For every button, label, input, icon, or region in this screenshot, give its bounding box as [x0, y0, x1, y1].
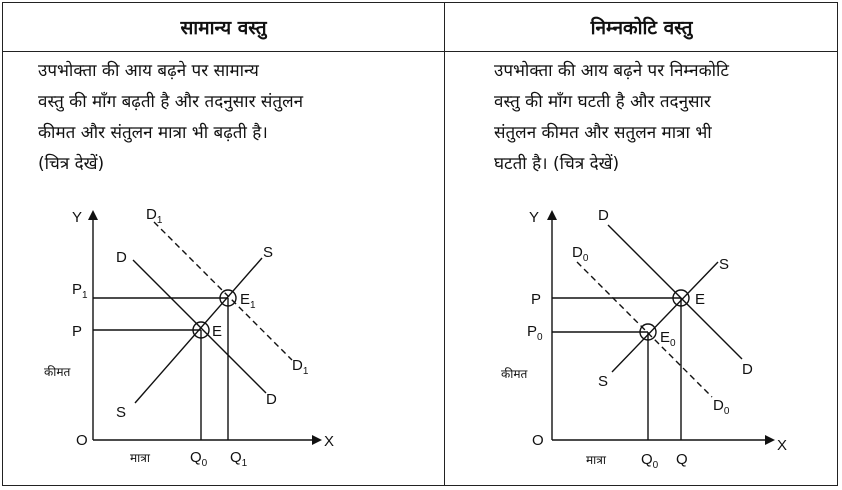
text-line: वस्तु की माँग बढ़ती है और तदनुसार संतुलन: [38, 92, 304, 112]
equilibrium-e-label: E: [695, 291, 706, 308]
text-line: कीमत और संतुलन मात्रा भी बढ़ती है।: [38, 123, 268, 143]
price-axis-caption: कीमत: [44, 365, 71, 379]
demand-d-lower-label: D: [266, 391, 277, 408]
demand-d1-top-label: $D_1$: [146, 206, 163, 226]
normal-goods-heading: सामान्य वस्तु: [180, 17, 267, 39]
normal-goods-diagram: [93, 212, 320, 440]
x-axis-label: X: [777, 437, 788, 454]
y-axis-label: Y: [72, 209, 83, 226]
text-line: उपभोक्ता की आय बढ़ने पर निम्नकोटि: [494, 61, 729, 81]
supply-s-upper-label: S: [263, 244, 274, 261]
text-line: उपभोक्ता की आय बढ़ने पर सामान्य: [38, 61, 259, 81]
equilibrium-e0-label: $E_0$: [660, 329, 676, 349]
quantity-q-label: Q: [676, 451, 688, 468]
equilibrium-e1-label: $E_1$: [240, 291, 256, 311]
quantity-q0-label: $Q_0$: [641, 451, 659, 471]
text-line: संतुलन कीमत और सतुलन मात्रा भी: [494, 123, 712, 143]
quantity-axis-caption: मात्रा: [130, 451, 151, 465]
demand-d1-bottom-label: $D_1$: [292, 357, 309, 377]
price-p1-label: $P_1$: [72, 281, 88, 301]
demand-d-upper-label: D: [598, 207, 609, 224]
origin-label: O: [532, 432, 544, 449]
price-p-label: P: [531, 291, 542, 308]
quantity-q0-label: $Q_0$: [190, 449, 208, 469]
text-line: वस्तु की माँग घटती है और तदनुसार: [494, 92, 711, 112]
demand-d-upper-label: D: [116, 249, 127, 266]
price-axis-caption: कीमत: [501, 367, 528, 381]
text-line: घटती है। (चित्र देखें): [494, 154, 620, 174]
supply-s-lower-label: S: [598, 373, 609, 390]
x-axis-label: X: [324, 433, 335, 450]
equilibrium-e-label: E: [212, 323, 223, 340]
demand-d0-bottom-label: $D_0$: [713, 397, 730, 417]
price-p0-label: $P_0$: [527, 323, 543, 343]
demand-d0-top-label: $D_0$: [572, 244, 589, 264]
supply-s-lower-label: S: [116, 404, 127, 421]
quantity-axis-caption: मात्रा: [586, 453, 607, 467]
inferior-goods-heading: निम्नकोटि वस्तु: [590, 17, 693, 39]
text-line: (चित्र देखें): [38, 154, 105, 174]
inferior-goods-diagram: [552, 212, 773, 440]
origin-label: O: [76, 432, 88, 449]
demand-curve-d: [133, 260, 266, 393]
supply-curve: [612, 262, 718, 372]
price-p-label: P: [72, 323, 83, 340]
y-axis-label: Y: [529, 209, 540, 226]
supply-s-upper-label: S: [719, 256, 730, 273]
demand-d-lower-label: D: [742, 361, 753, 378]
quantity-q1-label: $Q_1$: [230, 449, 248, 469]
